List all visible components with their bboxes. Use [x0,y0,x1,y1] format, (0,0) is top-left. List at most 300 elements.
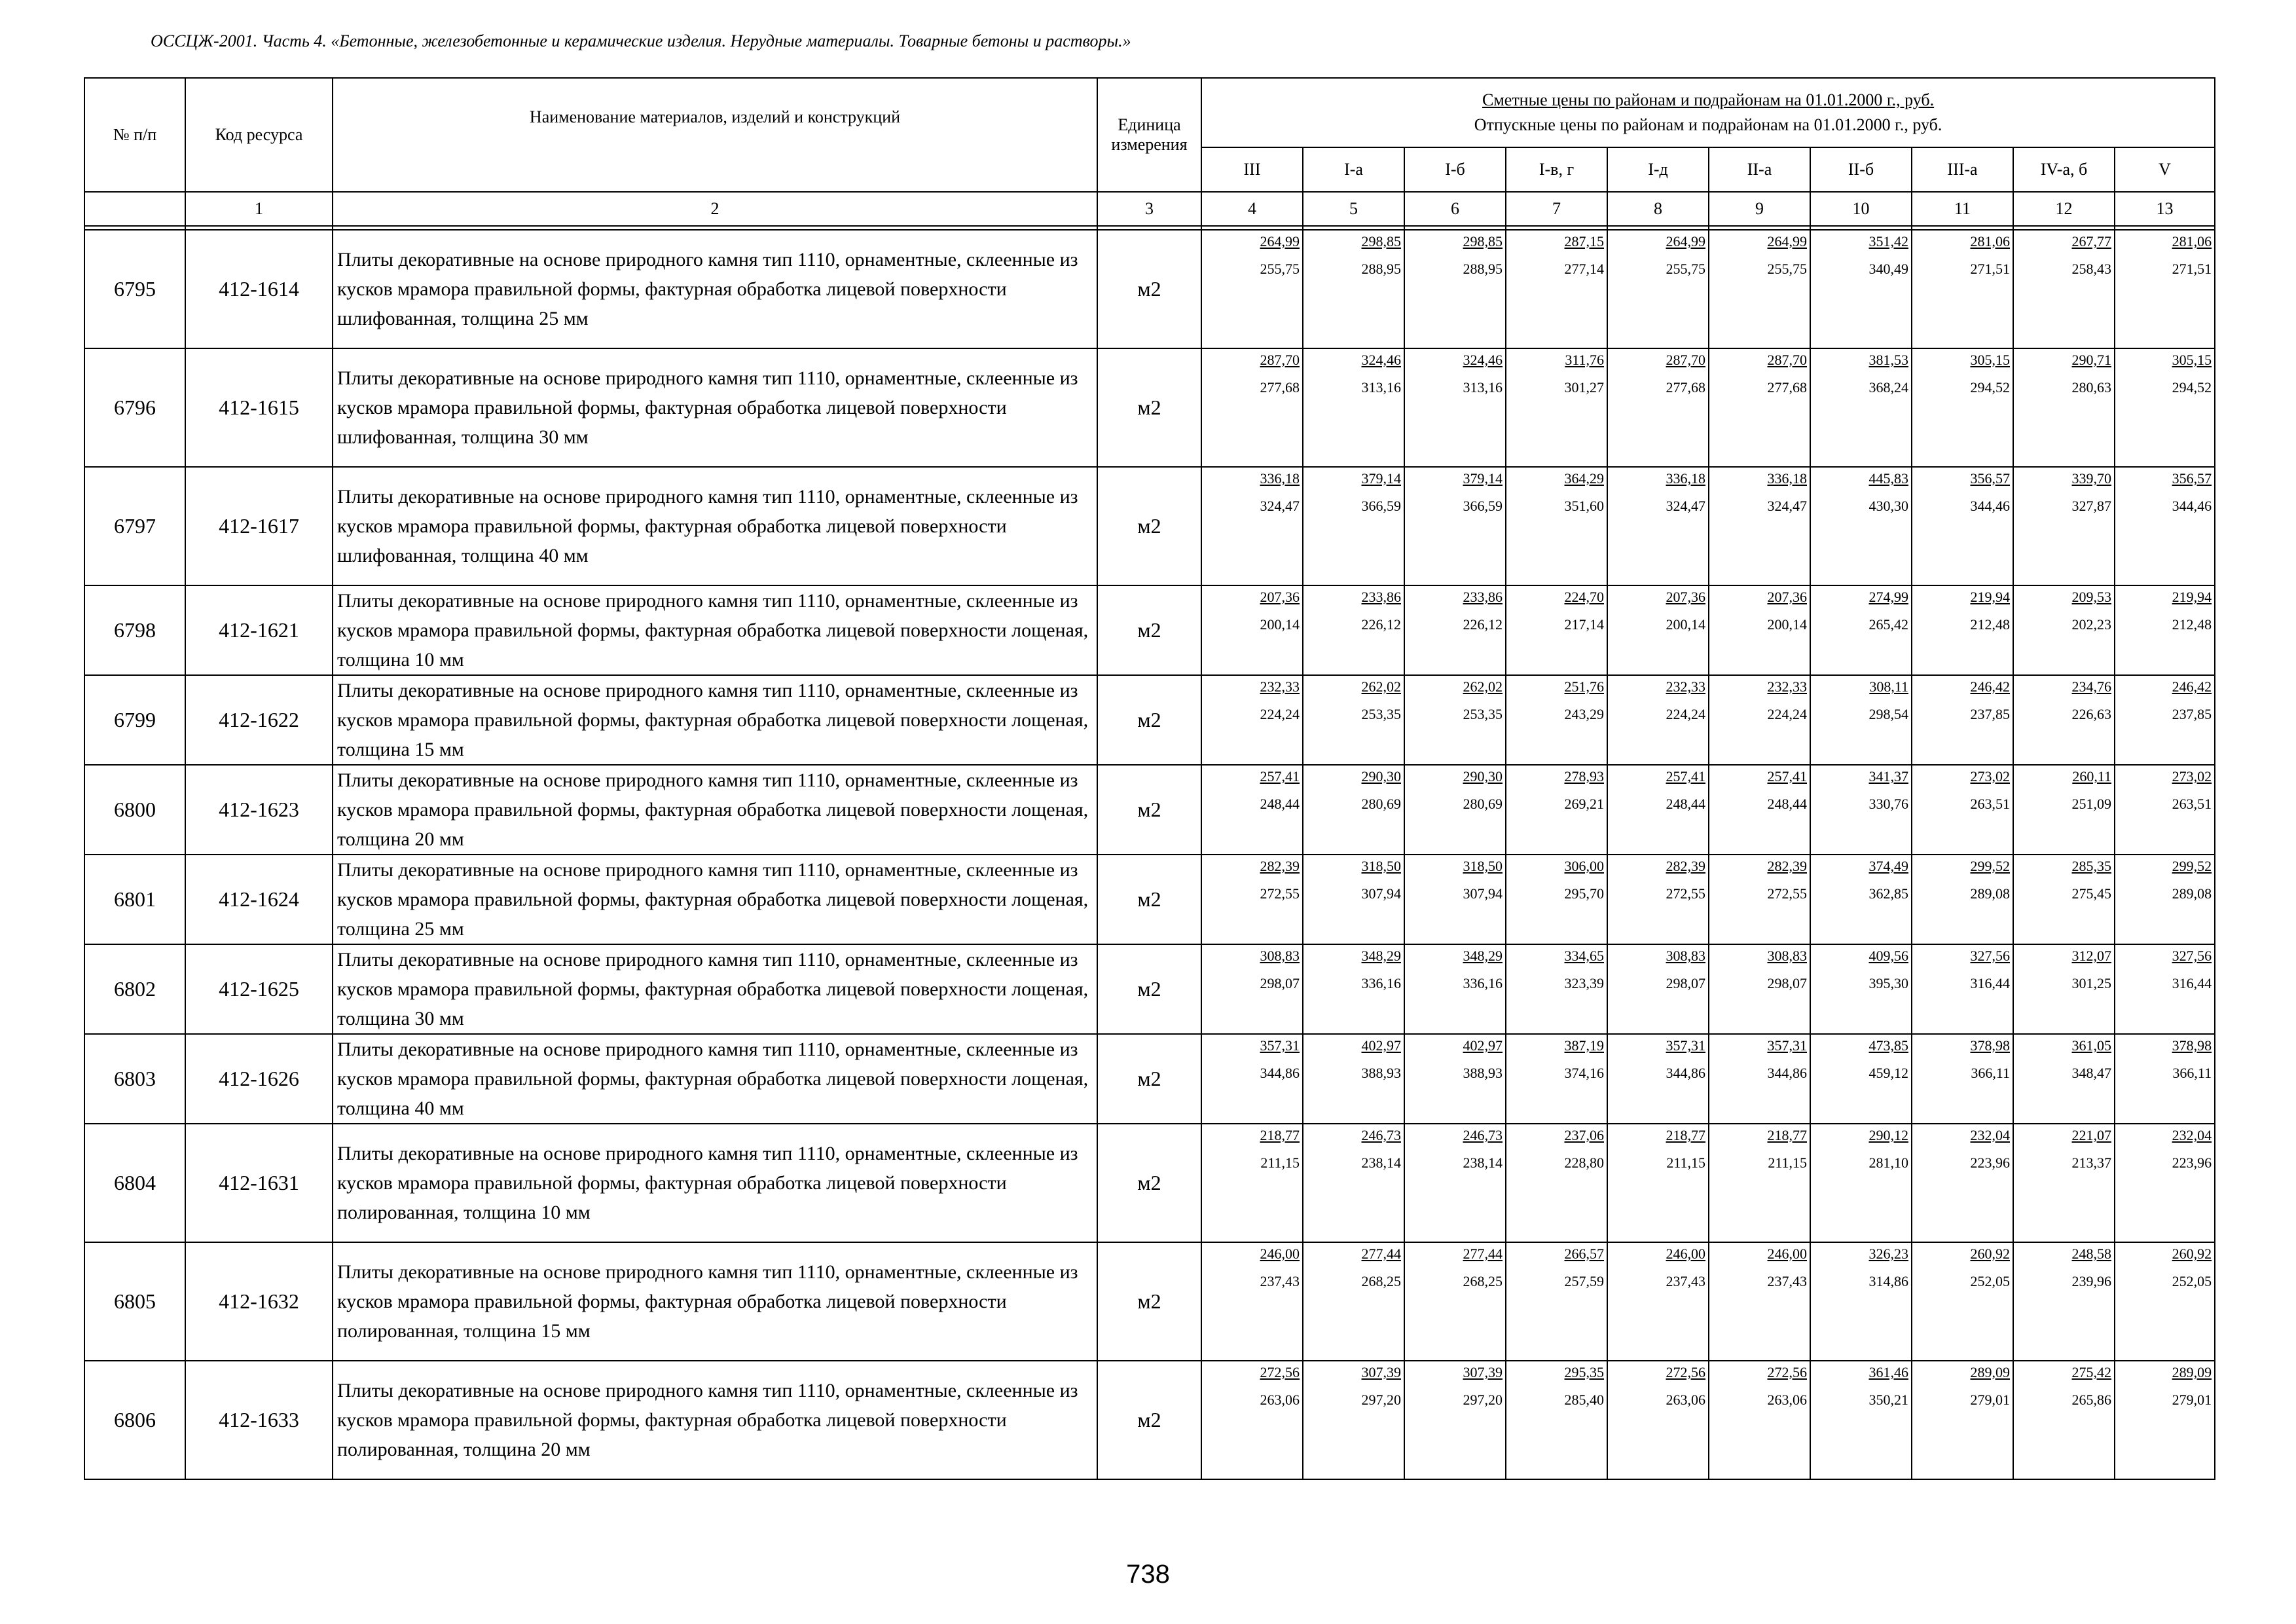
release-price: 255,75 [1260,261,1300,277]
price-cell [1709,467,1810,585]
price-cell [1912,230,2013,348]
price-cell [1506,1361,1607,1479]
region-header: III-а [1912,147,2013,192]
estimated-price: 272,56 [1260,1364,1300,1380]
resource-code: 412-1632 [185,1242,333,1361]
release-price: 223,96 [2172,1154,2212,1171]
release-price: 279,01 [1970,1392,2010,1408]
material-name: Плиты декоративные на основе природного камня тип 1110, орнаментные, склеенные из кусков мрамора правильной формы, фактурная обработка лицевой поверхности шлифованная, толщина 25 мм [333,230,1097,348]
price-cell [1912,1361,2013,1479]
release-price: 258,43 [2071,261,2111,277]
release-price: 237,43 [1260,1273,1300,1289]
release-price: 327,87 [2071,498,2111,514]
price-cell [2115,765,2215,855]
estimated-price: 287,70 [1767,352,1807,368]
price-cell [1607,1242,1709,1361]
price-cell [1810,675,1912,765]
release-price: 200,14 [1260,616,1300,633]
unit-of-measure: м2 [1097,1034,1201,1124]
release-price: 395,30 [1868,975,1908,991]
price-cell [1709,1124,1810,1242]
price-cell [1506,944,1607,1034]
release-price: 263,06 [1260,1392,1300,1408]
price-cell [2013,467,2115,585]
release-price: 366,59 [1463,498,1503,514]
estimated-price: 308,83 [1260,948,1300,964]
release-price: 224,24 [1767,706,1807,722]
release-price: 268,25 [1463,1273,1503,1289]
estimated-price: 473,85 [1868,1037,1908,1054]
price-cell [1303,1034,1404,1124]
release-price: 301,27 [1564,379,1604,396]
estimated-price: 299,52 [2172,858,2212,874]
estimated-price: 218,77 [1666,1127,1705,1143]
release-price: 271,51 [1970,261,2010,277]
estimated-price: 264,99 [1260,233,1300,249]
release-price: 348,47 [2071,1065,2111,1081]
price-cell [1709,855,1810,944]
price-cell [1506,675,1607,765]
release-price: 316,44 [1970,975,2010,991]
release-price: 275,45 [2071,885,2111,902]
unit-of-measure: м2 [1097,1242,1201,1361]
estimated-price: 273,02 [1970,768,2010,784]
resource-code: 412-1615 [185,348,333,467]
estimated-price: 278,93 [1564,768,1604,784]
release-price: 288,95 [1361,261,1401,277]
estimated-price: 260,92 [2172,1246,2212,1262]
release-price: 297,20 [1463,1392,1503,1408]
release-price: 255,75 [1666,261,1705,277]
price-cell [1912,855,2013,944]
material-name: Плиты декоративные на основе природного камня тип 1110, орнаментные, склеенные из кусков мрамора правильной формы, фактурная обработка лицевой поверхности полированная, толщина 10 мм [333,1124,1097,1242]
column-number: 11 [1912,192,2013,226]
price-cell [2115,944,2215,1034]
release-price: 202,23 [2071,616,2111,633]
price-cell [1404,855,1506,944]
estimated-price: 232,33 [1767,678,1807,695]
estimated-price: 246,42 [1970,678,2010,695]
release-price: 298,07 [1767,975,1807,991]
estimated-price: 348,29 [1463,948,1503,964]
price-cell [1404,944,1506,1034]
estimated-price: 262,02 [1463,678,1503,695]
release-price: 336,16 [1463,975,1503,991]
estimated-price: 281,06 [1970,233,2010,249]
price-cell [1607,944,1709,1034]
estimated-price: 282,39 [1767,858,1807,874]
region-header: IV-а, б [2013,147,2115,192]
unit-of-measure: м2 [1097,765,1201,855]
estimated-price: 336,18 [1666,470,1705,487]
price-cell [1607,765,1709,855]
estimated-price: 387,19 [1564,1037,1604,1054]
estimated-price: 298,85 [1361,233,1401,249]
release-price: 459,12 [1868,1065,1908,1081]
estimated-price: 356,57 [2172,470,2212,487]
release-price: 301,25 [2071,975,2111,991]
price-cell [1201,585,1303,675]
estimated-price: 221,07 [2071,1127,2111,1143]
estimated-price: 233,86 [1361,589,1401,605]
price-cell [1201,467,1303,585]
price-cell [2115,1124,2215,1242]
price-cell [1607,1124,1709,1242]
estimated-price: 361,05 [2071,1037,2111,1054]
resource-code: 412-1614 [185,230,333,348]
release-price: 298,07 [1666,975,1705,991]
release-price: 366,11 [2172,1065,2212,1081]
price-cell [2013,348,2115,467]
price-cell [1607,230,1709,348]
release-price: 263,06 [1767,1392,1807,1408]
region-header: I-д [1607,147,1709,192]
estimated-price: 218,77 [1767,1127,1807,1143]
price-cell [1506,585,1607,675]
estimated-price: 357,31 [1767,1037,1807,1054]
release-price: 340,49 [1868,261,1908,277]
estimated-price: 267,77 [2071,233,2111,249]
resource-code: 412-1623 [185,765,333,855]
estimated-price: 299,52 [1970,858,2010,874]
release-price: 252,05 [2172,1273,2212,1289]
unit-of-measure: м2 [1097,1361,1201,1479]
release-price: 237,85 [2172,706,2212,722]
price-cell [1709,675,1810,765]
release-price: 350,21 [1868,1392,1908,1408]
resource-code: 412-1625 [185,944,333,1034]
estimated-price: 324,46 [1463,352,1503,368]
release-price: 265,86 [2071,1392,2111,1408]
estimated-price: 218,77 [1260,1127,1300,1143]
column-number: 12 [2013,192,2115,226]
price-cell [2013,675,2115,765]
release-price: 323,39 [1564,975,1604,991]
release-price: 307,94 [1361,885,1401,902]
estimated-price: 281,06 [2172,233,2212,249]
price-cell [1404,1124,1506,1242]
release-price: 277,68 [1666,379,1705,396]
release-price: 243,29 [1564,706,1604,722]
price-cell [2013,1034,2115,1124]
estimated-price: 219,94 [1970,589,2010,605]
estimated-price: 257,41 [1260,768,1300,784]
estimated-price: 290,12 [1868,1127,1908,1143]
estimated-price: 357,31 [1666,1037,1705,1054]
material-name: Плиты декоративные на основе природного камня тип 1110, орнаментные, склеенные из кусков мрамора правильной формы, фактурная обработка лицевой поверхности лощеная, толщина 25 мм [333,855,1097,944]
estimated-price: 257,41 [1666,768,1705,784]
price-cell [1709,348,1810,467]
release-price: 248,44 [1260,796,1300,812]
region-header: I-б [1404,147,1506,192]
header-estimated-prices: Сметные цены по районам и подрайонам на 01.01.2000 г., руб. [1482,90,1935,109]
price-cell [1303,1124,1404,1242]
release-price: 272,55 [1260,885,1300,902]
estimated-price: 285,35 [2071,858,2111,874]
table-body [84,192,2215,1479]
release-price: 263,06 [1666,1392,1705,1408]
row-number: 6800 [84,765,185,855]
region-header: I-а [1303,147,1404,192]
row-number: 6805 [84,1242,185,1361]
price-cell [1303,1242,1404,1361]
release-price: 217,14 [1564,616,1604,633]
price-cell [1506,1242,1607,1361]
region-header: II-а [1709,147,1810,192]
release-price: 298,07 [1260,975,1300,991]
resource-code: 412-1626 [185,1034,333,1124]
price-cell [1912,348,2013,467]
release-price: 295,70 [1564,885,1604,902]
release-price: 294,52 [2172,379,2212,396]
release-price: 313,16 [1361,379,1401,396]
estimated-price: 379,14 [1463,470,1503,487]
price-cell [1810,1124,1912,1242]
column-number: 8 [1607,192,1709,226]
release-price: 294,52 [1970,379,2010,396]
estimated-price: 357,31 [1260,1037,1300,1054]
estimated-price: 308,11 [1869,678,1908,695]
release-price: 272,55 [1666,885,1705,902]
price-cell [1607,467,1709,585]
column-number: 2 [333,192,1097,226]
release-price: 212,48 [2172,616,2212,633]
price-cell [1810,1242,1912,1361]
price-cell [1912,675,2013,765]
release-price: 277,14 [1564,261,1604,277]
price-cell [1912,765,2013,855]
price-cell [2115,1034,2215,1124]
price-cell [1709,1034,1810,1124]
price-cell [2115,1242,2215,1361]
estimated-price: 307,39 [1463,1364,1503,1380]
release-price: 388,93 [1361,1065,1401,1081]
release-price: 324,47 [1767,498,1807,514]
running-header: ОССЦЖ-2001. Часть 4. «Бетонные, железобетонные и керамические изделия. Нерудные материалы. Товарные бетоны и растворы.» [151,31,1131,50]
price-cell [1709,944,1810,1034]
price-cell [1201,230,1303,348]
price-cell [1506,765,1607,855]
release-price: 239,96 [2071,1273,2111,1289]
resource-code: 412-1617 [185,467,333,585]
estimated-price: 272,56 [1767,1364,1807,1380]
release-price: 288,95 [1463,261,1503,277]
estimated-price: 289,09 [2172,1364,2212,1380]
estimated-price: 246,42 [2172,678,2212,695]
price-cell [1201,855,1303,944]
material-name: Плиты декоративные на основе природного камня тип 1110, орнаментные, склеенные из кусков мрамора правильной формы, фактурная обработка лицевой поверхности лощеная, толщина 10 мм [333,585,1097,675]
price-cell [1607,675,1709,765]
release-price: 211,15 [1666,1154,1705,1171]
estimated-price: 264,99 [1666,233,1705,249]
estimated-price: 445,83 [1868,470,1908,487]
release-price: 336,16 [1361,975,1401,991]
table-row [84,1034,2215,1124]
price-cell [1810,1361,1912,1479]
estimated-price: 402,97 [1463,1037,1503,1054]
header-name: Наименование материалов, изделий и конструкций [333,78,1097,192]
price-cell [1709,1361,1810,1479]
price-cell [1303,855,1404,944]
release-price: 200,14 [1666,616,1705,633]
release-price: 226,12 [1361,616,1401,633]
release-price: 224,24 [1666,706,1705,722]
unit-of-measure: м2 [1097,467,1201,585]
estimated-price: 290,71 [2071,352,2111,368]
estimated-price: 219,94 [2172,589,2212,605]
release-price: 324,47 [1666,498,1705,514]
price-cell [2013,1361,2115,1479]
unit-of-measure: м2 [1097,348,1201,467]
price-cell [2013,1242,2115,1361]
estimated-price: 307,39 [1361,1364,1401,1380]
release-price: 251,09 [2071,796,2111,812]
price-cell [1303,467,1404,585]
table-row [84,1242,2215,1361]
release-price: 344,86 [1666,1065,1705,1081]
row-number: 6803 [84,1034,185,1124]
price-cell [2013,855,2115,944]
row-number: 6797 [84,467,185,585]
row-number: 6806 [84,1361,185,1479]
estimated-price: 318,50 [1463,858,1503,874]
price-cell [1201,1124,1303,1242]
table-row [84,467,2215,585]
resource-code: 412-1631 [185,1124,333,1242]
release-price: 238,14 [1463,1154,1503,1171]
estimated-price: 295,35 [1564,1364,1604,1380]
unit-of-measure: м2 [1097,855,1201,944]
price-table [84,77,2215,1480]
release-price: 248,44 [1666,796,1705,812]
release-price: 368,24 [1868,379,1908,396]
estimated-price: 224,70 [1564,589,1604,605]
estimated-price: 209,53 [2071,589,2111,605]
estimated-price: 260,92 [1970,1246,2010,1262]
estimated-price: 305,15 [1970,352,2010,368]
release-price: 366,11 [1971,1065,2010,1081]
estimated-price: 207,36 [1260,589,1300,605]
price-cell [1912,944,2013,1034]
release-price: 289,08 [1970,885,2010,902]
estimated-price: 356,57 [1970,470,2010,487]
price-cell [1810,944,1912,1034]
price-cell [2013,944,2115,1034]
row-number: 6801 [84,855,185,944]
table-row [84,765,2215,855]
release-price: 344,46 [1970,498,2010,514]
release-price: 226,12 [1463,616,1503,633]
price-cell [1810,1034,1912,1124]
price-cell [1912,467,2013,585]
release-price: 268,25 [1361,1273,1401,1289]
price-cell [1404,348,1506,467]
estimated-price: 308,83 [1666,948,1705,964]
price-cell [1709,1242,1810,1361]
price-cell [1201,765,1303,855]
price-cell [1404,585,1506,675]
price-cell [1912,1242,2013,1361]
estimated-price: 233,86 [1463,589,1503,605]
estimated-price: 272,56 [1666,1364,1705,1380]
header-code: Код ресурса [185,78,333,192]
release-price: 314,86 [1868,1273,1908,1289]
resource-code: 412-1622 [185,675,333,765]
estimated-price: 298,85 [1463,233,1503,249]
price-cell [2115,1361,2215,1479]
row-number: 6799 [84,675,185,765]
price-cell [1303,230,1404,348]
price-cell [1810,230,1912,348]
estimated-price: 287,70 [1666,352,1705,368]
estimated-price: 277,44 [1361,1246,1401,1262]
estimated-price: 273,02 [2172,768,2212,784]
estimated-price: 232,33 [1260,678,1300,695]
region-header: II-б [1810,147,1912,192]
unit-of-measure: м2 [1097,675,1201,765]
estimated-price: 327,56 [2172,948,2212,964]
release-price: 344,86 [1260,1065,1300,1081]
estimated-price: 277,44 [1463,1246,1503,1262]
row-number: 6795 [84,230,185,348]
estimated-price: 311,76 [1565,352,1604,368]
release-price: 226,63 [2071,706,2111,722]
release-price: 228,80 [1564,1154,1604,1171]
material-name: Плиты декоративные на основе природного камня тип 1110, орнаментные, склеенные из кусков мрамора правильной формы, фактурная обработка лицевой поверхности лощеная, толщина 30 мм [333,944,1097,1034]
price-cell [1303,675,1404,765]
estimated-price: 287,70 [1260,352,1300,368]
price-cell [1506,348,1607,467]
unit-of-measure: м2 [1097,585,1201,675]
material-name: Плиты декоративные на основе природного камня тип 1110, орнаментные, склеенные из кусков мрамора правильной формы, фактурная обработка лицевой поверхности полированная, толщина 15 мм [333,1242,1097,1361]
material-name: Плиты декоративные на основе природного камня тип 1110, орнаментные, склеенные из кусков мрамора правильной формы, фактурная обработка лицевой поверхности полированная, толщина 20 мм [333,1361,1097,1479]
release-price: 211,15 [1260,1154,1300,1171]
estimated-price: 341,37 [1868,768,1908,784]
price-cell [1404,765,1506,855]
release-price: 238,14 [1361,1154,1401,1171]
price-cell [1709,230,1810,348]
price-cell [1709,585,1810,675]
price-cell [1303,944,1404,1034]
estimated-price: 364,29 [1564,470,1604,487]
estimated-price: 379,14 [1361,470,1401,487]
price-cell [1810,765,1912,855]
estimated-price: 289,09 [1970,1364,2010,1380]
row-number: 6798 [84,585,185,675]
estimated-price: 287,15 [1564,233,1604,249]
release-price: 263,51 [1970,796,2010,812]
estimated-price: 207,36 [1666,589,1705,605]
price-cell [1303,1361,1404,1479]
price-cell [1303,348,1404,467]
release-price: 224,24 [1260,706,1300,722]
release-price: 344,86 [1767,1065,1807,1081]
price-cell [1810,585,1912,675]
release-price: 289,08 [2172,885,2212,902]
price-cell [1709,765,1810,855]
estimated-price: 306,00 [1564,858,1604,874]
price-cell [1201,1242,1303,1361]
estimated-price: 234,76 [2071,678,2111,695]
estimated-price: 274,99 [1868,589,1908,605]
release-price: 351,60 [1564,498,1604,514]
estimated-price: 232,04 [1970,1127,2010,1143]
release-price: 200,14 [1767,616,1807,633]
price-cell [1607,585,1709,675]
price-cell [2115,467,2215,585]
estimated-price: 248,58 [2071,1246,2111,1262]
estimated-price: 257,41 [1767,768,1807,784]
